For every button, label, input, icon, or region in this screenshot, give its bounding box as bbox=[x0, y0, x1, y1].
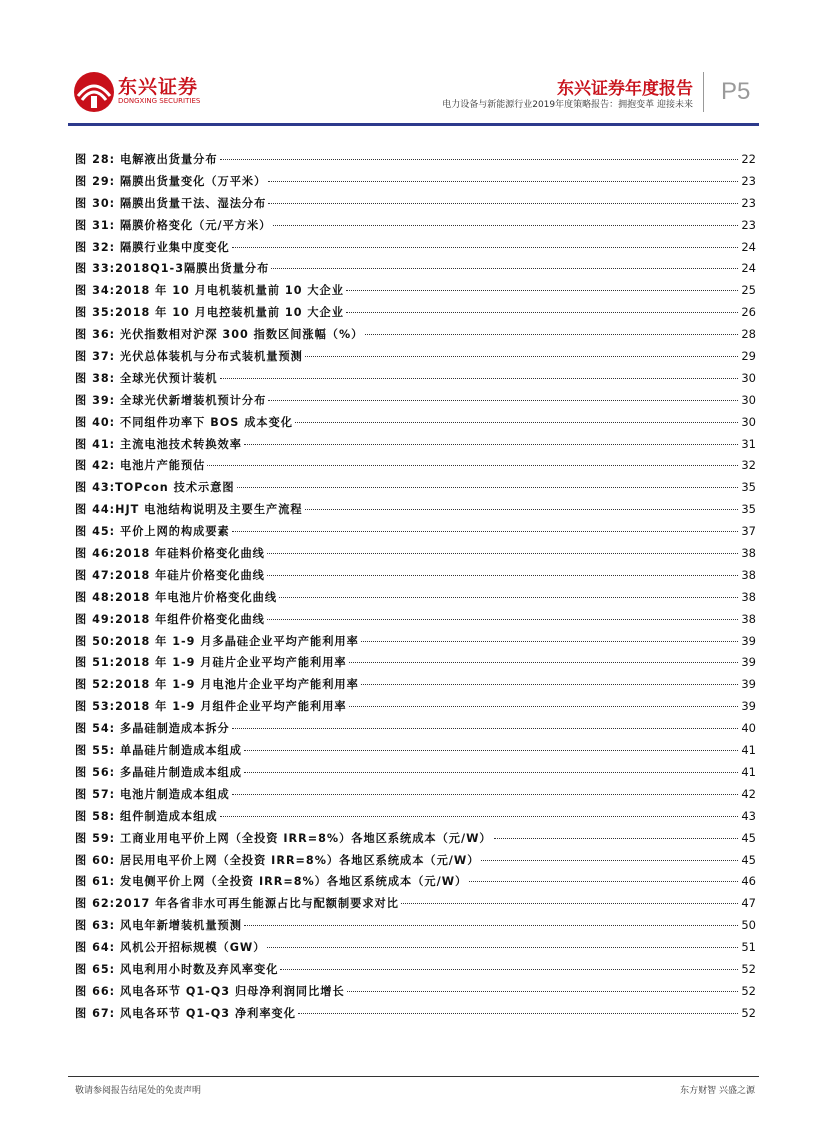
report-subtitle: 电力设备与新能源行业2019年度策略报告：拥抱变革 迎接未来 bbox=[442, 100, 693, 110]
page-header bbox=[0, 0, 827, 130]
toc-entry-label: 图 32: 隔膜行业集中度变化 bbox=[75, 240, 230, 254]
toc-leader-dots bbox=[361, 684, 739, 685]
figure-index-list bbox=[75, 151, 756, 1027]
toc-entry[interactable] bbox=[75, 873, 756, 895]
toc-entry-label: 图 28: 电解液出货量分布 bbox=[75, 153, 218, 166]
toc-leader-dots bbox=[220, 378, 739, 379]
toc-leader-dots bbox=[232, 247, 739, 248]
toc-entry-page: 43 bbox=[741, 808, 756, 823]
toc-entry-label: 图 33:2018Q1-3隔膜出货量分布 bbox=[75, 262, 270, 276]
toc-entry-page: 38 bbox=[741, 546, 756, 561]
toc-entry-label: 图 30: 隔膜出货量干法、湿法分布 bbox=[75, 196, 267, 210]
toc-entry-label: 图 37: 光伏总体装机与分布式装机量预测 bbox=[75, 350, 303, 364]
toc-entry[interactable] bbox=[75, 1005, 756, 1027]
toc-leader-dots bbox=[268, 203, 738, 204]
toc-entry-page: 39 bbox=[741, 655, 756, 670]
toc-entry[interactable] bbox=[75, 742, 756, 764]
toc-leader-dots bbox=[273, 225, 738, 226]
toc-entry-page: 46 bbox=[741, 874, 756, 889]
toc-entry[interactable] bbox=[75, 545, 756, 567]
toc-entry-label: 图 42: 电池片产能预估 bbox=[75, 459, 206, 473]
toc-entry-page: 39 bbox=[741, 633, 756, 648]
toc-entry[interactable] bbox=[75, 698, 756, 720]
toc-leader-dots bbox=[295, 422, 738, 423]
toc-leader-dots bbox=[346, 290, 738, 291]
toc-leader-dots bbox=[271, 268, 738, 269]
logo-text-cn: 东兴证券 bbox=[118, 76, 199, 98]
toc-leader-dots bbox=[220, 816, 739, 817]
toc-entry[interactable] bbox=[75, 217, 756, 239]
toc-entry-page: 29 bbox=[741, 349, 756, 364]
toc-entry[interactable] bbox=[75, 260, 756, 282]
toc-entry-page: 32 bbox=[741, 458, 756, 473]
toc-entry-page: 38 bbox=[741, 567, 756, 582]
toc-leader-dots bbox=[361, 641, 739, 642]
toc-leader-dots bbox=[305, 509, 739, 510]
toc-entry-page: 39 bbox=[741, 677, 756, 692]
toc-entry-label: 图 61: 发电侧平价上网（全投资 IRR=8%）各地区系统成本（元/W） bbox=[75, 875, 468, 889]
toc-leader-dots bbox=[244, 925, 738, 926]
toc-leader-dots bbox=[469, 881, 738, 882]
toc-entry-page: 40 bbox=[741, 721, 756, 736]
toc-entry-page: 52 bbox=[741, 961, 756, 976]
toc-entry-page: 38 bbox=[741, 589, 756, 604]
toc-entry-label: 图 66: 风电各环节 Q1-Q3 归母净利润同比增长 bbox=[75, 984, 345, 998]
toc-leader-dots bbox=[237, 487, 739, 488]
footer-disclaimer: 敬请参阅报告结尾处的免责声明 bbox=[75, 1086, 202, 1096]
toc-entry-page: 28 bbox=[741, 327, 756, 342]
toc-entry[interactable] bbox=[75, 961, 756, 983]
toc-leader-dots bbox=[267, 947, 738, 948]
toc-entry-label: 图 63: 风电年新增装机量预测 bbox=[75, 919, 242, 933]
toc-entry-page: 41 bbox=[741, 764, 756, 779]
toc-entry-label: 图 53:2018 年 1-9 月组件企业平均产能利用率 bbox=[75, 700, 347, 714]
toc-leader-dots bbox=[244, 444, 738, 445]
toc-entry-label: 图 56: 多晶硅片制造成本组成 bbox=[75, 765, 242, 779]
toc-entry-label: 图 67: 风电各环节 Q1-Q3 净利率变化 bbox=[75, 1006, 296, 1020]
toc-entry[interactable] bbox=[75, 239, 756, 261]
company-logo bbox=[72, 70, 202, 114]
header-rule bbox=[68, 123, 759, 126]
toc-entry-label: 图 52:2018 年 1-9 月电池片企业平均产能利用率 bbox=[75, 678, 359, 692]
toc-entry-label: 图 64: 风机公开招标规模（GW） bbox=[75, 941, 266, 955]
toc-entry[interactable] bbox=[75, 392, 756, 414]
toc-entry[interactable] bbox=[75, 457, 756, 479]
toc-entry[interactable] bbox=[75, 786, 756, 808]
toc-leader-dots bbox=[280, 969, 738, 970]
toc-entry-label: 图 51:2018 年 1-9 月硅片企业平均产能利用率 bbox=[75, 656, 347, 670]
toc-leader-dots bbox=[232, 728, 739, 729]
toc-leader-dots bbox=[346, 312, 738, 313]
logo-mark-icon bbox=[72, 70, 116, 114]
toc-entry-page: 23 bbox=[741, 173, 756, 188]
toc-entry-page: 24 bbox=[741, 261, 756, 276]
footer-rule bbox=[68, 1076, 759, 1077]
footer-slogan: 东方财智 兴盛之源 bbox=[680, 1086, 755, 1096]
toc-entry-page: 30 bbox=[741, 414, 756, 429]
toc-leader-dots bbox=[401, 903, 738, 904]
toc-entry-label: 图 60: 居民用电平价上网（全投资 IRR=8%）各地区系统成本（元/W） bbox=[75, 853, 480, 867]
toc-entry-label: 图 62:2017 年各省非水可再生能源占比与配额制要求对比 bbox=[75, 897, 399, 911]
toc-leader-dots bbox=[349, 662, 739, 663]
toc-entry-label: 图 46:2018 年硅料价格变化曲线 bbox=[75, 547, 265, 561]
toc-leader-dots bbox=[232, 531, 739, 532]
toc-entry[interactable] bbox=[75, 589, 756, 611]
toc-entry-label: 图 50:2018 年 1-9 月多晶硅企业平均产能利用率 bbox=[75, 634, 359, 648]
toc-leader-dots bbox=[347, 991, 739, 992]
toc-entry-label: 图 47:2018 年硅片价格变化曲线 bbox=[75, 568, 265, 582]
toc-entry[interactable] bbox=[75, 939, 756, 961]
toc-entry-label: 图 43:TOPcon 技术示意图 bbox=[75, 481, 235, 495]
toc-entry[interactable] bbox=[75, 654, 756, 676]
toc-entry[interactable] bbox=[75, 479, 756, 501]
toc-entry-page: 26 bbox=[741, 305, 756, 320]
toc-entry-label: 图 49:2018 年组件价格变化曲线 bbox=[75, 612, 265, 626]
toc-entry-page: 41 bbox=[741, 743, 756, 758]
toc-entry[interactable] bbox=[75, 808, 756, 830]
page-number: P5 bbox=[721, 78, 751, 105]
toc-entry[interactable] bbox=[75, 523, 756, 545]
toc-entry[interactable] bbox=[75, 567, 756, 589]
toc-entry[interactable] bbox=[75, 676, 756, 698]
toc-entry[interactable] bbox=[75, 414, 756, 436]
toc-leader-dots bbox=[232, 794, 739, 795]
toc-leader-dots bbox=[267, 619, 739, 620]
toc-entry-page: 25 bbox=[741, 283, 756, 298]
toc-entry[interactable] bbox=[75, 282, 756, 304]
toc-leader-dots bbox=[267, 575, 739, 576]
toc-entry-page: 45 bbox=[741, 852, 756, 867]
toc-entry-label: 图 59: 工商业用电平价上网（全投资 IRR=8%）各地区系统成本（元/W） bbox=[75, 831, 492, 845]
toc-entry-label: 图 40: 不同组件功率下 BOS 成本变化 bbox=[75, 415, 293, 429]
toc-entry-label: 图 44:HJT 电池结构说明及主要生产流程 bbox=[75, 503, 303, 517]
toc-entry[interactable] bbox=[75, 895, 756, 917]
toc-entry-page: 42 bbox=[741, 786, 756, 801]
toc-entry[interactable] bbox=[75, 764, 756, 786]
toc-entry-label: 图 54: 多晶硅制造成本拆分 bbox=[75, 722, 230, 736]
toc-leader-dots bbox=[298, 1013, 738, 1014]
toc-entry[interactable] bbox=[75, 436, 756, 458]
toc-entry[interactable] bbox=[75, 720, 756, 742]
toc-entry[interactable] bbox=[75, 304, 756, 326]
toc-entry-page: 31 bbox=[741, 436, 756, 451]
toc-entry[interactable] bbox=[75, 852, 756, 874]
toc-entry-page: 22 bbox=[741, 152, 756, 166]
toc-entry-label: 图 29: 隔膜出货量变化（万平米） bbox=[75, 174, 267, 188]
toc-entry-page: 24 bbox=[741, 239, 756, 254]
toc-entry-page: 52 bbox=[741, 983, 756, 998]
toc-entry-page: 30 bbox=[741, 392, 756, 407]
toc-entry-label: 图 57: 电池片制造成本组成 bbox=[75, 787, 230, 801]
toc-entry-page: 50 bbox=[741, 918, 756, 933]
toc-entry[interactable] bbox=[75, 917, 756, 939]
toc-entry-page: 38 bbox=[741, 611, 756, 626]
toc-leader-dots bbox=[494, 838, 739, 839]
toc-leader-dots bbox=[244, 772, 738, 773]
toc-leader-dots bbox=[244, 750, 738, 751]
toc-entry-label: 图 31: 隔膜价格变化（元/平方米） bbox=[75, 218, 272, 232]
toc-entry[interactable] bbox=[75, 611, 756, 633]
toc-entry-label: 图 55: 单晶硅片制造成本组成 bbox=[75, 744, 242, 758]
toc-entry-page: 35 bbox=[741, 480, 756, 495]
toc-leader-dots bbox=[279, 597, 738, 598]
toc-entry-label: 图 58: 组件制造成本组成 bbox=[75, 809, 218, 823]
toc-entry[interactable] bbox=[75, 830, 756, 852]
toc-leader-dots bbox=[268, 181, 738, 182]
toc-entry-page: 39 bbox=[741, 699, 756, 714]
toc-entry-label: 图 35:2018 年 10 月电控装机量前 10 大企业 bbox=[75, 306, 344, 320]
toc-entry[interactable] bbox=[75, 370, 756, 392]
toc-entry-label: 图 41: 主流电池技术转换效率 bbox=[75, 437, 242, 451]
toc-entry-page: 30 bbox=[741, 370, 756, 385]
toc-entry-page: 45 bbox=[741, 830, 756, 845]
toc-entry-page: 35 bbox=[741, 502, 756, 517]
toc-leader-dots bbox=[349, 706, 739, 707]
toc-leader-dots bbox=[365, 334, 738, 335]
header-divider bbox=[703, 72, 704, 112]
toc-entry-page: 52 bbox=[741, 1005, 756, 1020]
toc-entry-label: 图 36: 光伏指数相对沪深 300 指数区间涨幅（%） bbox=[75, 328, 364, 342]
toc-leader-dots bbox=[305, 356, 739, 357]
toc-entry-page: 23 bbox=[741, 217, 756, 232]
toc-entry[interactable] bbox=[75, 983, 756, 1005]
toc-entry-page: 51 bbox=[741, 940, 756, 955]
report-title: 东兴证券年度报告 bbox=[557, 79, 693, 99]
toc-entry-label: 图 34:2018 年 10 月电机装机量前 10 大企业 bbox=[75, 284, 344, 298]
toc-entry-page: 23 bbox=[741, 195, 756, 210]
toc-entry-label: 图 39: 全球光伏新增装机预计分布 bbox=[75, 393, 267, 407]
toc-entry-page: 37 bbox=[741, 524, 756, 539]
toc-leader-dots bbox=[481, 860, 738, 861]
toc-leader-dots bbox=[267, 553, 739, 554]
toc-entry-label: 图 48:2018 年电池片价格变化曲线 bbox=[75, 590, 278, 604]
toc-entry[interactable] bbox=[75, 326, 756, 348]
toc-entry-label: 图 38: 全球光伏预计装机 bbox=[75, 371, 218, 385]
toc-entry[interactable] bbox=[75, 501, 756, 523]
toc-leader-dots bbox=[220, 159, 739, 160]
toc-entry-label: 图 45: 平价上网的构成要素 bbox=[75, 525, 230, 539]
toc-entry[interactable] bbox=[75, 348, 756, 370]
toc-entry[interactable] bbox=[75, 633, 756, 655]
toc-entry[interactable] bbox=[75, 195, 756, 217]
toc-entry[interactable] bbox=[75, 173, 756, 195]
toc-leader-dots bbox=[207, 465, 738, 466]
logo-text-en: DONGXING SECURITIES bbox=[118, 97, 201, 105]
toc-entry-label: 图 65: 风电利用小时数及弃风率变化 bbox=[75, 962, 279, 976]
toc-entry-page: 47 bbox=[741, 896, 756, 911]
toc-entry[interactable] bbox=[75, 151, 756, 173]
toc-leader-dots bbox=[268, 400, 738, 401]
